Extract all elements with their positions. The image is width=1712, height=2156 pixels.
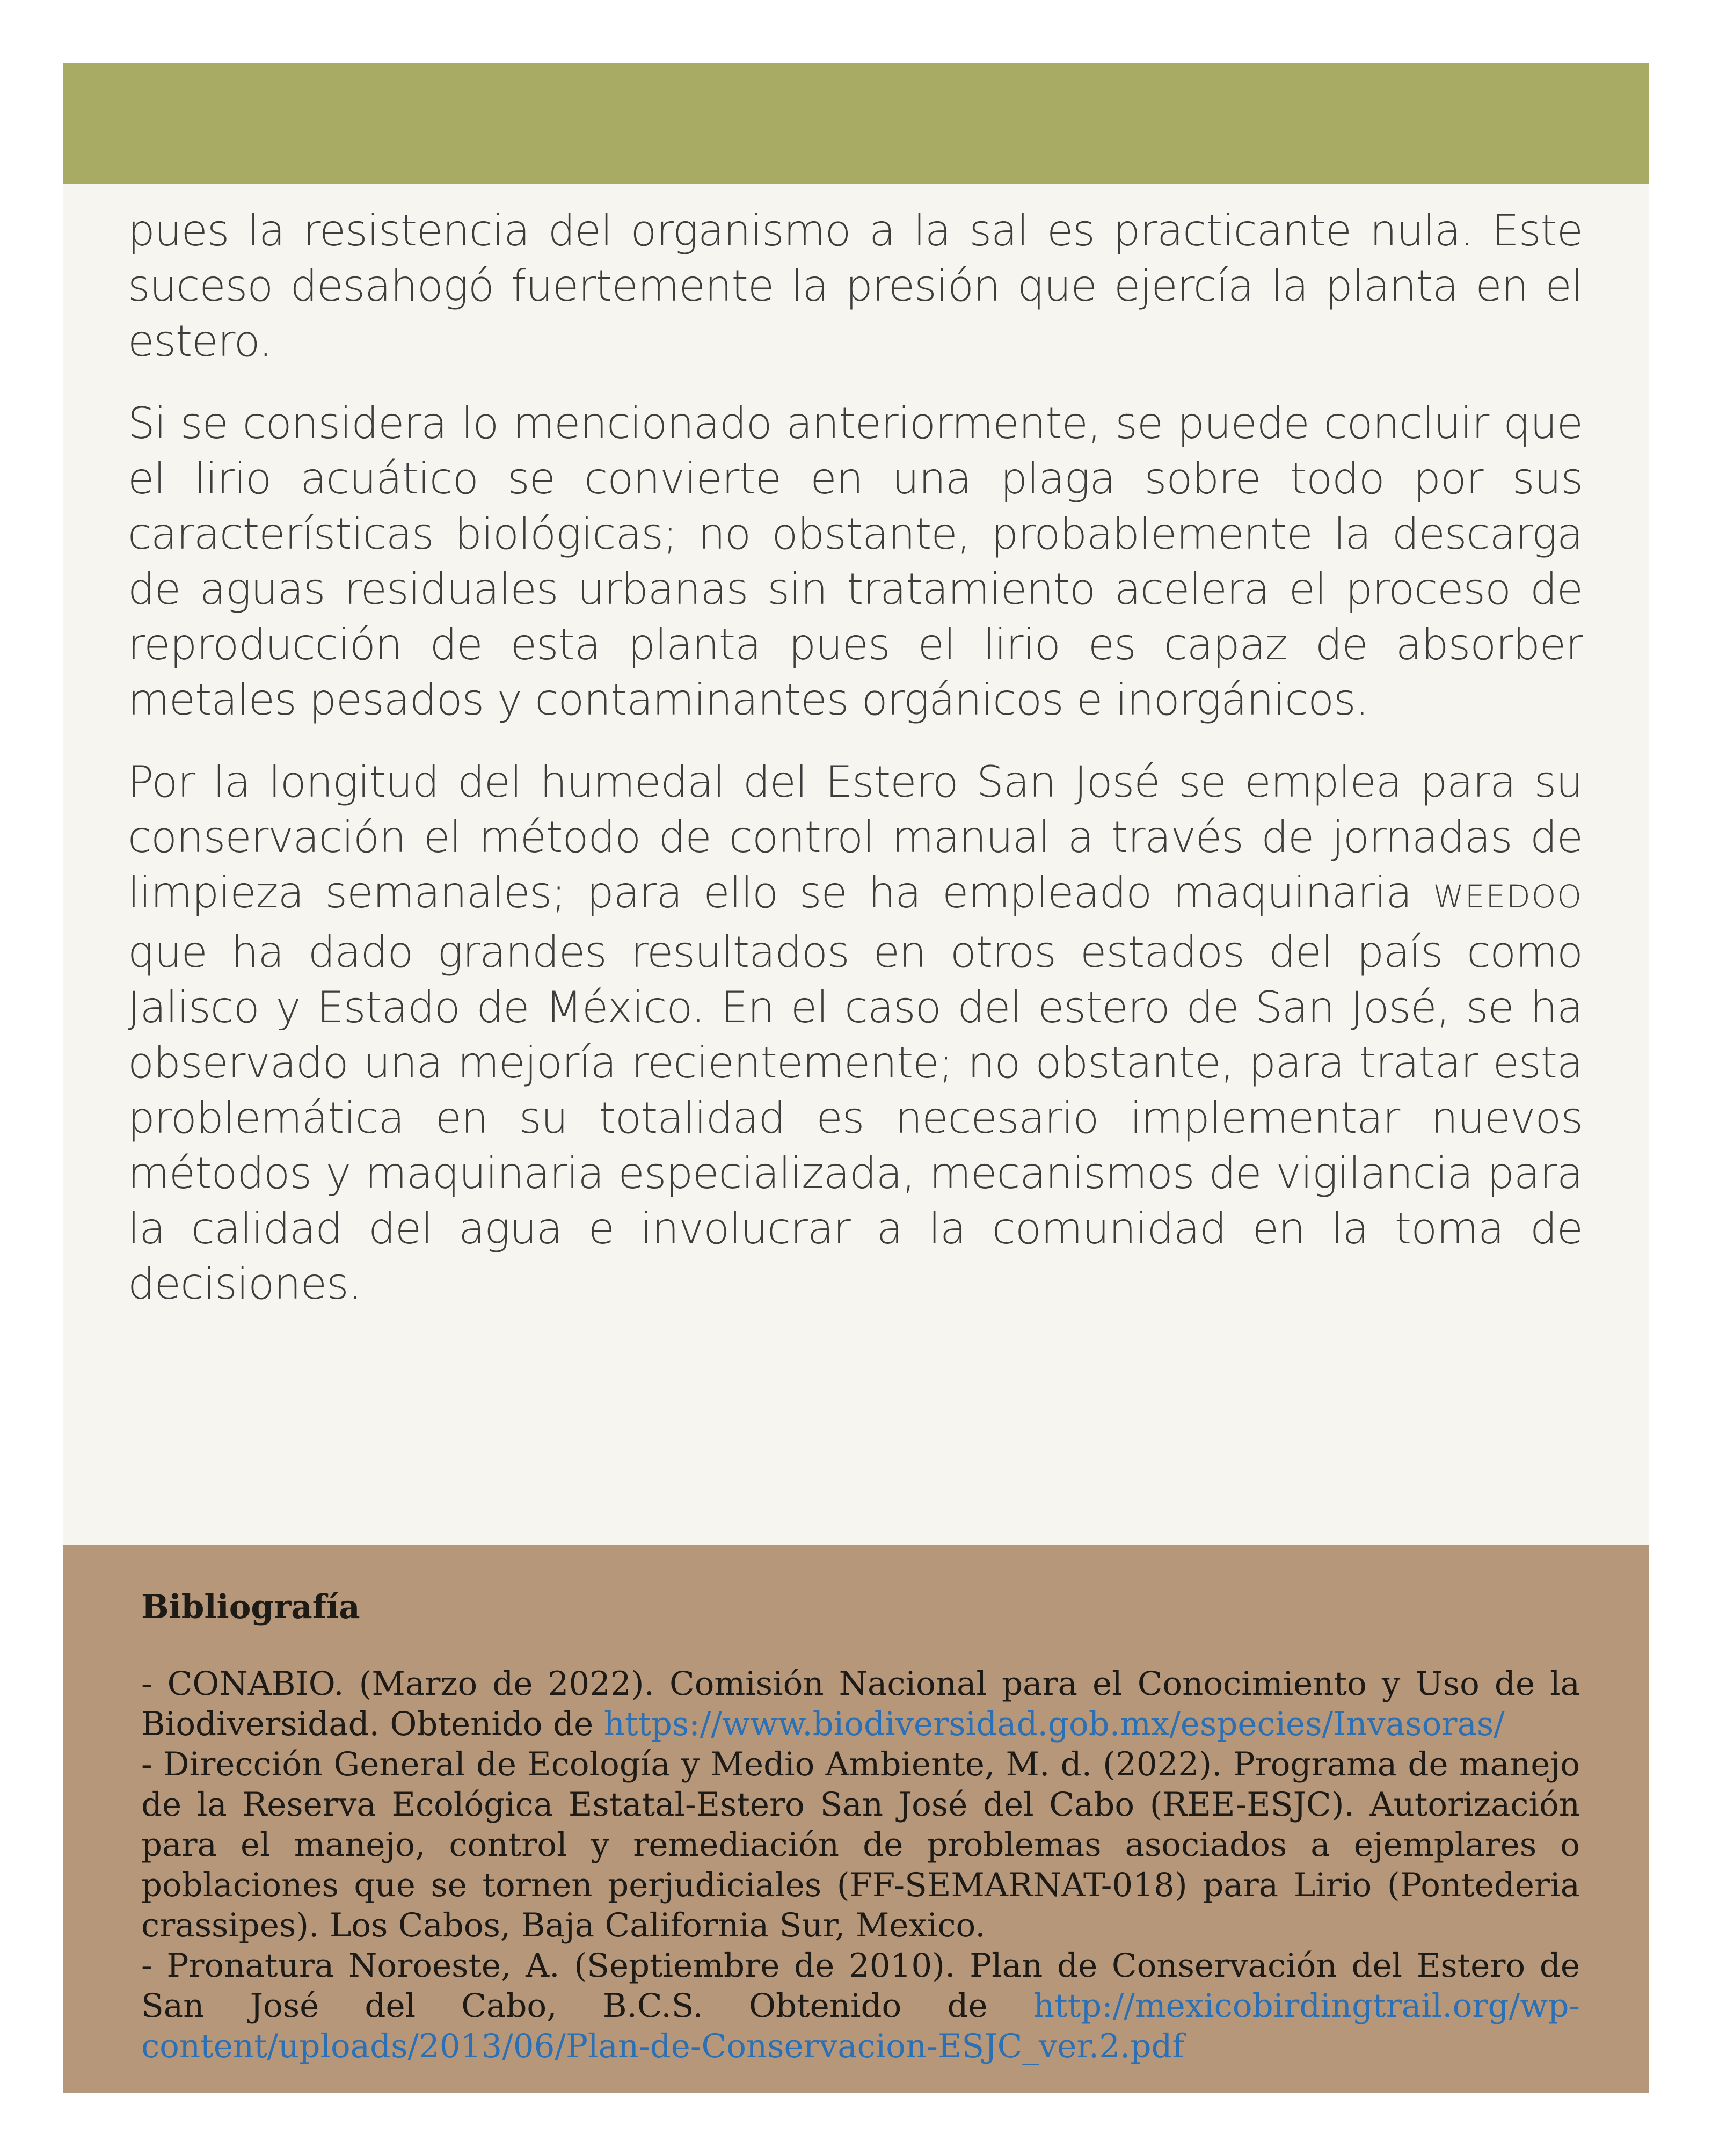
reference-conabio xyxy=(141,1664,1580,1744)
reference-pronatura xyxy=(141,1946,1580,2066)
paragraph-manual-control xyxy=(128,754,1583,1312)
paragraph-manual-control-end: que ha dado grandes resultados en otros estados del país como Jalisco y Estado de México. En el caso del estero de San José, se ha observado una mejoría recientemente; no obstante, para tratar esta problemática en su totalidad es necesario implementar nuevos métodos y maquinaria especializada, mecanismos de vigilancia para la calidad del agua e involucrar a la comunidad en la toma de decisiones. xyxy=(128,927,1583,1309)
machine-name: WEEDOO xyxy=(1433,878,1583,915)
paragraph-salt-resistance: pues la resistencia del organismo a la sal es practicante nula. Este suceso desahogó fuertemente la presión que ejercía la planta en el estero. xyxy=(128,206,1583,366)
bibliography-section xyxy=(63,1545,1649,2093)
bibliography-content xyxy=(141,1587,1580,2066)
paragraph-manual-control-start: Por la longitud del humedal del Estero San José se emplea para su conservación el método de control manual a través de jornadas de limpieza semanales; para ello se ha empleado maquinaria xyxy=(128,757,1583,917)
reference-pronatura-link[interactable]: http://mexicobirdingtrail.org/wp-content/uploads/2013/06/Plan-de-Conservacion-ESJC_ver.2.pdf xyxy=(141,1987,1580,2065)
page xyxy=(63,63,1649,2093)
reference-conabio-link[interactable]: https://www.biodiversidad.gob.mx/especies/Invasoras/ xyxy=(603,1705,1505,1743)
bibliography-title: Bibliografía xyxy=(141,1588,360,1626)
paragraph-conclusion: Si se considera lo mencionado anteriormente, se puede concluir que el lirio acuático se convierte en una plaga sobre todo por sus características biológicas; no obstante, probablemente la descarga de aguas residuales urbanas sin tratamiento acelera el proceso de reproducción de esta planta pues el lirio es capaz de absorber metales pesados y contaminantes orgánicos e inorgánicos. xyxy=(128,398,1583,725)
reference-conabio-text: - CONABIO. (Marzo de 2022). Comisión Nacional para el Conocimiento y Uso de la Biodiversidad. Obtenido de xyxy=(141,1665,1580,1743)
reference-pronatura-text: - Pronatura Noroeste, A. (Septiembre de 2010). Plan de Conservación del Estero de San José del Cabo, B.C.S. Obtenido de xyxy=(141,1947,1580,2025)
reference-direccion-general: - Dirección General de Ecología y Medio Ambiente, M. d. (2022). Programa de manejo de la Reserva Ecológica Estatal-Estero San José del Cabo (REE-ESJC). Autorización para el manejo, control y remediación de problemas asociados a ejemplares o poblaciones que se tornen perjudiciales (FF-SEMARNAT-018) para Lirio (Pontederia crassipes). Los Cabos, Baja California Sur, Mexico. xyxy=(141,1745,1580,1944)
article-body xyxy=(128,203,1583,1338)
header-band xyxy=(63,63,1649,184)
